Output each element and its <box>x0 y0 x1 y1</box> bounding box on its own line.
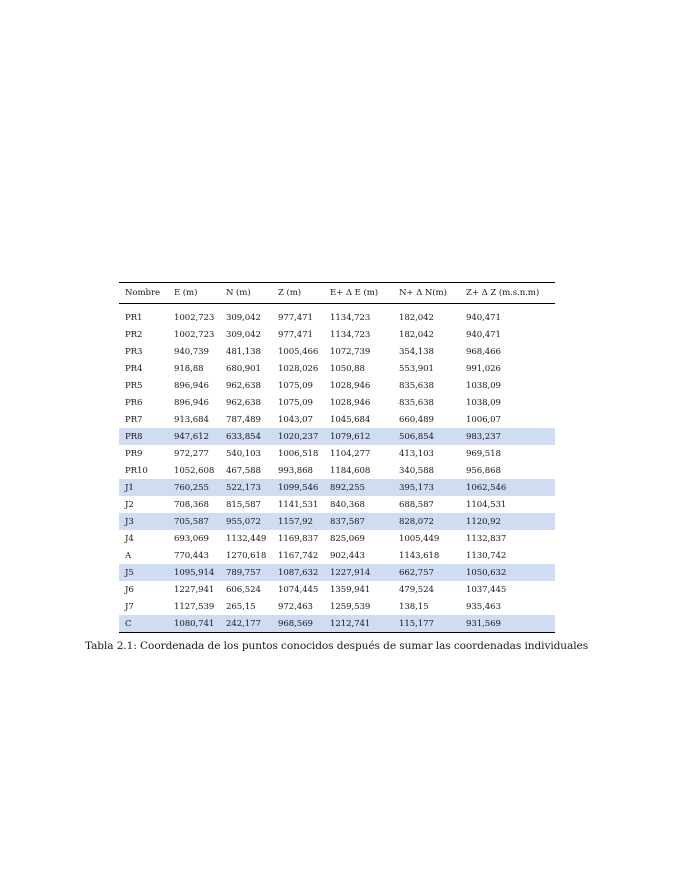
table-row <box>119 479 555 496</box>
table-row <box>119 428 555 445</box>
cell-n: 962,638 <box>226 380 261 391</box>
cell-n: 242,177 <box>220 615 272 633</box>
table-body <box>119 304 555 633</box>
cell-z-delta: 968,466 <box>466 346 501 357</box>
cell-nombre: PR1 <box>125 312 143 323</box>
cell-e: 940,739 <box>174 346 209 357</box>
cell-e: 896,946 <box>174 397 209 408</box>
coordinates-table-container <box>119 282 555 633</box>
cell-n: 680,901 <box>226 363 261 374</box>
header-e: E (m) <box>174 288 198 298</box>
table-row <box>119 462 555 479</box>
cell-e: 947,612 <box>168 428 220 445</box>
cell-n: 522,173 <box>220 479 272 496</box>
cell-z: 1099,546 <box>272 479 324 496</box>
cell-z-delta: 935,463 <box>466 601 501 612</box>
cell-e-delta: 1028,946 <box>330 380 371 391</box>
table-row <box>119 377 555 394</box>
cell-e: 1127,539 <box>174 601 215 612</box>
cell-n: 265,15 <box>226 601 256 612</box>
cell-n-delta: 835,638 <box>399 397 434 408</box>
table-row <box>119 360 555 377</box>
cell-e-delta: 1259,539 <box>330 601 371 612</box>
cell-nombre: J5 <box>119 564 168 581</box>
cell-z: 972,463 <box>278 601 313 612</box>
cell-z: 1020,237 <box>272 428 324 445</box>
cell-n: 962,638 <box>226 397 261 408</box>
cell-e: 1002,723 <box>174 312 215 323</box>
cell-e: 1080,741 <box>168 615 220 633</box>
table-row <box>119 496 555 513</box>
cell-e-delta: 1104,277 <box>330 448 371 459</box>
table-caption: Tabla 2.1: Coordenada de los puntos conocidos después de sumar las coordenadas individuales <box>84 640 589 652</box>
cell-e-delta: 840,368 <box>330 499 365 510</box>
cell-z: 968,569 <box>272 615 324 633</box>
cell-z: 1043,07 <box>278 414 313 425</box>
cell-nombre: PR8 <box>119 428 168 445</box>
cell-n-delta: 413,103 <box>399 448 434 459</box>
cell-e: 1095,914 <box>168 564 220 581</box>
table-row <box>119 547 555 564</box>
table-row <box>119 598 555 615</box>
table-row <box>119 304 555 327</box>
cell-z-delta: 969,518 <box>466 448 501 459</box>
cell-z: 1028,026 <box>278 363 319 374</box>
cell-n-delta: 660,489 <box>399 414 434 425</box>
cell-nombre: J3 <box>119 513 168 530</box>
cell-e: 1052,608 <box>174 465 215 476</box>
cell-nombre: PR3 <box>125 346 143 357</box>
cell-e-delta: 1050,88 <box>330 363 365 374</box>
cell-e-delta: 1079,612 <box>324 428 393 445</box>
cell-e-delta: 1184,608 <box>330 465 371 476</box>
cell-z-delta: 1038,09 <box>466 397 501 408</box>
cell-n-delta: 354,138 <box>399 346 434 357</box>
cell-n-delta: 395,173 <box>393 479 460 496</box>
header-n-delta: N+ Δ N(m) <box>399 288 447 298</box>
cell-z-delta: 1006,07 <box>466 414 501 425</box>
cell-e: 770,443 <box>174 550 209 561</box>
cell-z-delta: 1050,632 <box>460 564 555 581</box>
cell-z-delta: 940,471 <box>466 312 501 323</box>
cell-e: 1227,941 <box>174 584 215 595</box>
cell-n-delta: 182,042 <box>399 329 434 340</box>
cell-n: 633,854 <box>220 428 272 445</box>
header-n: N (m) <box>226 288 251 298</box>
cell-n-delta: 688,587 <box>399 499 434 510</box>
cell-z-delta: 1132,837 <box>466 533 507 544</box>
table-row <box>119 615 555 633</box>
cell-n-delta: 1005,449 <box>399 533 440 544</box>
cell-n: 1270,618 <box>226 550 267 561</box>
cell-nombre: PR9 <box>125 448 143 459</box>
cell-n: 467,588 <box>226 465 261 476</box>
cell-z-delta: 1037,445 <box>466 584 507 595</box>
cell-nombre: J4 <box>125 533 134 544</box>
cell-n: 540,103 <box>226 448 261 459</box>
cell-e-delta: 1045,684 <box>330 414 371 425</box>
cell-e: 760,255 <box>168 479 220 496</box>
cell-z-delta: 940,471 <box>466 329 501 340</box>
cell-n: 815,587 <box>226 499 261 510</box>
cell-n: 787,489 <box>226 414 261 425</box>
cell-n: 309,042 <box>226 312 261 323</box>
cell-e-delta: 1227,914 <box>324 564 393 581</box>
cell-e: 705,587 <box>168 513 220 530</box>
cell-n-delta: 828,072 <box>393 513 460 530</box>
cell-z: 993,868 <box>278 465 313 476</box>
cell-e: 693,069 <box>174 533 209 544</box>
cell-e-delta: 902,443 <box>330 550 365 561</box>
cell-z: 1167,742 <box>278 550 319 561</box>
table-row <box>119 513 555 530</box>
cell-z-delta: 956,868 <box>466 465 501 476</box>
cell-nombre: J6 <box>125 584 134 595</box>
cell-n: 789,757 <box>220 564 272 581</box>
cell-n-delta: 479,524 <box>399 584 434 595</box>
cell-n-delta: 340,588 <box>399 465 434 476</box>
table-row <box>119 326 555 343</box>
cell-nombre: J1 <box>119 479 168 496</box>
cell-z: 1074,445 <box>278 584 319 595</box>
cell-nombre: PR4 <box>125 363 143 374</box>
cell-e-delta: 892,255 <box>324 479 393 496</box>
cell-z: 977,471 <box>278 312 313 323</box>
cell-z: 1005,466 <box>278 346 319 357</box>
cell-z-delta: 1038,09 <box>466 380 501 391</box>
cell-e-delta: 1028,946 <box>330 397 371 408</box>
cell-n-delta: 553,901 <box>399 363 434 374</box>
cell-e-delta: 1072,739 <box>330 346 371 357</box>
header-z-delta: Z+ Δ Z (m.s.n.m) <box>466 288 540 298</box>
cell-nombre: A <box>125 550 132 561</box>
cell-e: 913,684 <box>174 414 209 425</box>
cell-nombre: PR5 <box>125 380 143 391</box>
cell-e: 972,277 <box>174 448 209 459</box>
cell-n: 309,042 <box>226 329 261 340</box>
cell-z: 1169,837 <box>278 533 319 544</box>
cell-nombre: J7 <box>125 601 134 612</box>
cell-z-delta: 1104,531 <box>466 499 507 510</box>
table-header-row <box>119 283 555 304</box>
cell-nombre: PR2 <box>125 329 143 340</box>
cell-z: 1087,632 <box>272 564 324 581</box>
cell-z-delta: 983,237 <box>460 428 555 445</box>
cell-nombre: PR6 <box>125 397 143 408</box>
cell-n: 606,524 <box>226 584 261 595</box>
cell-z: 1075,09 <box>278 397 313 408</box>
cell-e: 896,946 <box>174 380 209 391</box>
cell-e-delta: 1212,741 <box>324 615 393 633</box>
table-row <box>119 343 555 360</box>
cell-nombre: PR7 <box>125 414 143 425</box>
cell-e-delta: 825,069 <box>330 533 365 544</box>
cell-z: 1006,518 <box>278 448 319 459</box>
cell-n: 955,072 <box>220 513 272 530</box>
cell-e: 918,88 <box>174 363 204 374</box>
cell-n-delta: 182,042 <box>399 312 434 323</box>
header-e-delta: E+ Δ E (m) <box>330 288 379 298</box>
header-nombre: Nombre <box>125 288 160 298</box>
table-row <box>119 564 555 581</box>
cell-e: 708,368 <box>174 499 209 510</box>
cell-n-delta: 115,177 <box>393 615 460 633</box>
table-row <box>119 581 555 598</box>
table-row <box>119 394 555 411</box>
cell-n-delta: 1143,618 <box>399 550 440 561</box>
cell-z: 1075,09 <box>278 380 313 391</box>
cell-nombre: J2 <box>125 499 134 510</box>
cell-z: 1141,531 <box>278 499 319 510</box>
cell-nombre: PR10 <box>125 465 148 476</box>
cell-z-delta: 991,026 <box>466 363 501 374</box>
cell-z-delta: 931,569 <box>460 615 555 633</box>
table-row <box>119 530 555 547</box>
cell-e: 1002,723 <box>174 329 215 340</box>
cell-n-delta: 835,638 <box>399 380 434 391</box>
cell-nombre: C <box>119 615 168 633</box>
cell-n-delta: 138,15 <box>399 601 429 612</box>
cell-e-delta: 837,587 <box>324 513 393 530</box>
cell-n-delta: 662,757 <box>393 564 460 581</box>
cell-e-delta: 1134,723 <box>330 329 371 340</box>
cell-z-delta: 1062,546 <box>460 479 555 496</box>
cell-e-delta: 1134,723 <box>330 312 371 323</box>
cell-e-delta: 1359,941 <box>330 584 371 595</box>
cell-n: 1132,449 <box>226 533 267 544</box>
table-row <box>119 445 555 462</box>
table-row <box>119 411 555 428</box>
cell-z-delta: 1120,92 <box>460 513 555 530</box>
cell-z-delta: 1130,742 <box>466 550 507 561</box>
cell-z: 977,471 <box>278 329 313 340</box>
coordinates-table <box>119 282 555 633</box>
header-z: Z (m) <box>278 288 302 298</box>
cell-n-delta: 506,854 <box>393 428 460 445</box>
cell-n: 481,138 <box>226 346 261 357</box>
cell-z: 1157,92 <box>272 513 324 530</box>
